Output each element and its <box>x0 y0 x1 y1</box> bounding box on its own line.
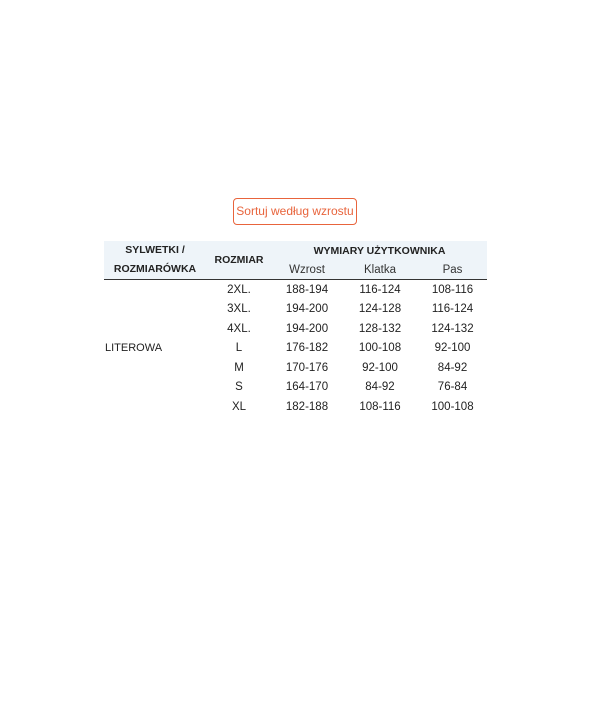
chest-cell: 100-108 <box>358 342 402 355</box>
waist-cell: 84-92 <box>437 361 468 374</box>
size-cell: M <box>234 361 244 374</box>
size-cell: 4XL. <box>227 322 251 335</box>
size-cell: XL <box>231 400 247 413</box>
waist-cell: 76-84 <box>437 381 468 394</box>
sort-by-height-button[interactable]: Sortuj według wzrostu <box>233 198 357 225</box>
header-size[interactable]: ROZMIAR <box>206 241 272 280</box>
chest-cell: 108-116 <box>359 400 401 413</box>
header-measurements: WYMIARY UŻYTKOWNIKA <box>272 241 487 260</box>
height-cell: 182-188 <box>285 400 329 413</box>
chest-cell: 92-100 <box>362 361 398 374</box>
height-cell: 164-170 <box>285 381 329 394</box>
chest-cell: 128-132 <box>358 322 402 335</box>
chest-cell: 116-124 <box>359 283 401 296</box>
chest-cell: 84-92 <box>365 381 395 394</box>
waist-cell: 108-116 <box>431 283 474 296</box>
waist-cell: 116-124 <box>431 303 474 316</box>
header-silhouette-line1: SYLWETKI / <box>125 244 185 256</box>
chest-cell: 124-128 <box>358 303 402 316</box>
size-cell: L <box>235 342 243 355</box>
table-header <box>104 241 487 280</box>
height-cell: 194-200 <box>285 303 329 316</box>
waist-cell: 124-132 <box>431 322 474 335</box>
waist-cell: 100-108 <box>431 400 474 413</box>
header-height[interactable]: Wzrost <box>272 260 342 280</box>
size-cell: 3XL. <box>227 303 251 316</box>
silhouette-cell: LITEROWA <box>105 342 163 355</box>
height-cell: 194-200 <box>285 322 329 335</box>
header-waist[interactable]: Pas <box>418 260 487 280</box>
header-silhouette[interactable] <box>104 241 206 280</box>
table-body <box>104 280 487 417</box>
header-silhouette-line2: ROZMIARÓWKA <box>113 263 197 275</box>
height-cell: 176-182 <box>285 342 329 355</box>
table-row <box>104 280 487 300</box>
size-cell: S <box>235 381 243 394</box>
header-chest[interactable]: Klatka <box>342 260 418 280</box>
waist-cell: 92-100 <box>434 342 471 355</box>
height-cell: 188-194 <box>285 283 329 296</box>
size-cell: 2XL. <box>227 283 251 296</box>
size-table <box>104 241 487 417</box>
height-cell: 170-176 <box>285 361 329 374</box>
